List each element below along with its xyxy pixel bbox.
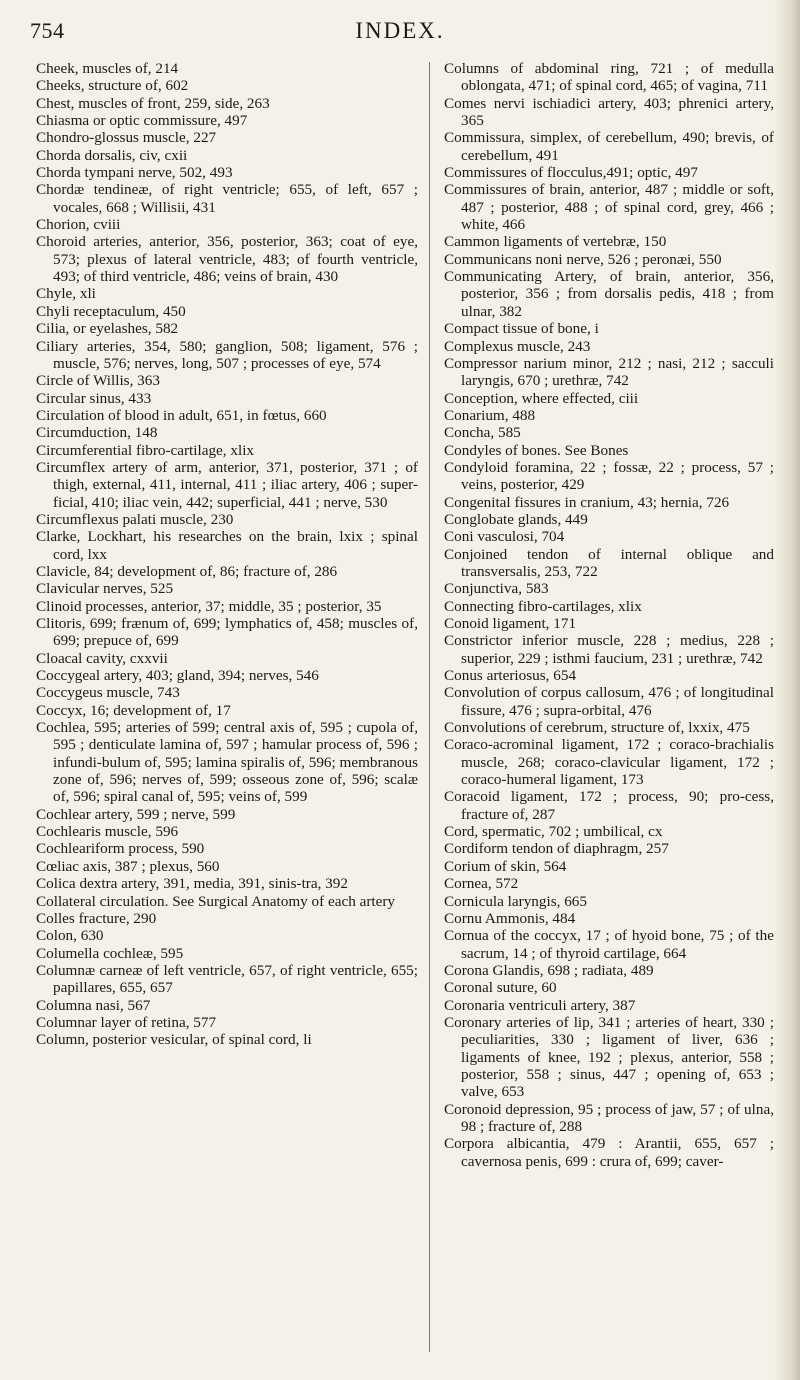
index-entry: Cheeks, structure of, 602 bbox=[36, 77, 189, 95]
index-entry: Chordæ tendineæ, of right ventricle; 655, of left, 657 ; vocales, 668 ; Willisii, 431 bbox=[36, 181, 418, 216]
index-entry: Circulation of blood in adult, 651, in fœtus, 660 bbox=[36, 406, 327, 424]
page-header bbox=[0, 18, 800, 52]
index-entry: Communicans noni nerve, 526 ; peronæi, 550 bbox=[444, 250, 722, 268]
index-entry: Cochleariform process, 590 bbox=[36, 840, 205, 858]
index-entry: Clarke, Lockhart, his researches on the brain, lxix ; spinal cord, lxx bbox=[36, 528, 418, 563]
index-entry: Compact tissue of bone, i bbox=[444, 320, 599, 338]
index-entry: Clitoris, 699; frænum of, 699; lymphatics of, 458; muscles of, 699; prepuce of, 699 bbox=[36, 615, 418, 650]
index-entry: Colles fracture, 290 bbox=[36, 909, 157, 927]
index-entry: Coccyx, 16; development of, 17 bbox=[36, 701, 231, 719]
index-entry: Cammon ligaments of vertebræ, 150 bbox=[444, 233, 667, 251]
index-entry: Communicating Artery, of brain, anterior, 356, posterior, 356 ; from dorsalis pedis, 418 ; from ulnar, 382 bbox=[444, 268, 774, 320]
index-entry: Coccygeus muscle, 743 bbox=[36, 684, 180, 702]
index-entry: Conception, where effected, ciii bbox=[444, 389, 639, 407]
index-entry: Coronaria ventriculi artery, 387 bbox=[444, 996, 636, 1014]
index-entry: Collateral circulation. See Surgical Anatomy of each artery bbox=[36, 892, 396, 910]
running-head: INDEX. bbox=[355, 18, 445, 43]
index-entry: Cord, spermatic, 702 ; umbilical, cx bbox=[444, 823, 663, 841]
index-entry: Cornea, 572 bbox=[444, 875, 519, 893]
index-entry: Cochlear artery, 599 ; nerve, 599 bbox=[36, 805, 236, 823]
index-entry: Circumflexus palati muscle, 230 bbox=[36, 510, 234, 528]
index-entry: Commissures of flocculus,491; optic, 497 bbox=[444, 164, 698, 182]
index-entry: Cornu Ammonis, 484 bbox=[444, 909, 576, 927]
index-entry: Concha, 585 bbox=[444, 424, 521, 442]
index-entry: Comes nervi ischiadici artery, 403; phrenici artery, 365 bbox=[444, 94, 774, 130]
index-entry: Commissures of brain, anterior, 487 ; middle or soft, 487 ; posterior, 488 ; of spinal cord, grey, 466 ; white, 466 bbox=[444, 181, 774, 234]
index-entry: Cochlea, 595; arteries of 599; central axis of, 595 ; cupola of, 595 ; denticulate lamina of, 597 ; hamular process of, 596 ; infundi-bulum of, 595; lamina spiralis of, 596; membranous zone of, 596; nerves of, 599; osseous zone of, 596; scalæ of, 596; spiral canal of, 595; veins of, 599 bbox=[36, 719, 418, 806]
index-entry: Condyloid foramina, 22 ; fossæ, 22 ; process, 57 ; veins, posterior, 429 bbox=[444, 458, 774, 494]
index-entry: Chorda tympani nerve, 502, 493 bbox=[36, 164, 233, 182]
index-entry: Cilia, or eyelashes, 582 bbox=[36, 320, 179, 338]
index-entry: Clinoid processes, anterior, 37; middle, 35 ; posterior, 35 bbox=[36, 597, 382, 615]
index-entry: Condyles of bones. See Bones bbox=[444, 441, 629, 459]
index-entry: Circumduction, 148 bbox=[36, 424, 158, 442]
index-entry: Coronal suture, 60 bbox=[444, 979, 557, 997]
index-entry: Chondro-glossus muscle, 227 bbox=[36, 129, 217, 147]
index-entry: Circle of Willis, 363 bbox=[36, 372, 160, 390]
index-column-left bbox=[36, 60, 418, 1049]
index-entry: Congenital fissures in cranium, 43; hernia, 726 bbox=[444, 493, 730, 511]
index-entry: Cœliac axis, 387 ; plexus, 560 bbox=[36, 857, 220, 875]
index-entry: Ciliary arteries, 354, 580; ganglion, 508; ligament, 576 ; muscle, 576; nerves, long, 507 ; processes of eye, 574 bbox=[36, 337, 418, 372]
index-entry: Columns of abdominal ring, 721 ; of medulla oblongata, 471; of spinal cord, 465; of vagina, 711 bbox=[444, 60, 774, 95]
index-entry: Chorion, cviii bbox=[36, 216, 121, 234]
index-entry: Corona Glandis, 698 ; radiata, 489 bbox=[444, 961, 654, 979]
index-entry: Cloacal cavity, cxxvii bbox=[36, 649, 168, 667]
index-entry: Circumferential fibro-cartilage, xlix bbox=[36, 441, 255, 459]
index-entry: Conjoined tendon of internal oblique and transversalis, 253, 722 bbox=[444, 545, 774, 580]
index-entry: Coni vasculosi, 704 bbox=[444, 528, 565, 546]
index-entry: Cornicula laryngis, 665 bbox=[444, 892, 587, 910]
index-entry: Columnar layer of retina, 577 bbox=[36, 1013, 217, 1031]
index-entry: Coronoid depression, 95 ; process of jaw, 57 ; of ulna, 98 ; fracture of, 288 bbox=[444, 1100, 774, 1135]
page-number: 754 bbox=[30, 18, 65, 43]
index-entry: Colon, 630 bbox=[36, 927, 104, 945]
index-entry: Coracoid ligament, 172 ; process, 90; pro-cess, fracture of, 287 bbox=[444, 788, 774, 823]
index-entry: Coccygeal artery, 403; gland, 394; nerves, 546 bbox=[36, 667, 319, 685]
index-entry: Corium of skin, 564 bbox=[444, 857, 567, 875]
index-entry: Cordiform tendon of diaphragm, 257 bbox=[444, 840, 669, 858]
index-entry: Connecting fibro-cartilages, xlix bbox=[444, 597, 642, 615]
index-entry: Conjunctiva, 583 bbox=[444, 580, 549, 598]
index-entry: Chyle, xli bbox=[36, 285, 96, 303]
index-entry: Columella cochleæ, 595 bbox=[36, 944, 184, 962]
column-divider bbox=[429, 62, 430, 1352]
index-entry: Conus arteriosus, 654 bbox=[444, 667, 577, 685]
index-entry: Columna nasi, 567 bbox=[36, 996, 151, 1014]
index-entry: Constrictor inferior muscle, 228 ; medius, 228 ; superior, 229 ; isthmi faucium, 231 ; urethræ, 742 bbox=[444, 632, 774, 667]
index-entry: Commissura, simplex, of cerebellum, 490; brevis, of cerebellum, 491 bbox=[444, 129, 774, 164]
index-entry: Coraco-acrominal ligament, 172 ; coraco-brachialis muscle, 268; coraco-clavicular ligament, 172 ; coraco-humeral ligament, 173 bbox=[444, 736, 774, 789]
index-entry: Cornua of the coccyx, 17 ; of hyoid bone, 75 ; of the sacrum, 14 ; of thyroid cartilage, 664 bbox=[444, 927, 774, 962]
index-entry: Cheek, muscles of, 214 bbox=[36, 60, 179, 77]
index-entry: Convolution of corpus callosum, 476 ; of longitudinal fissure, 476 ; supra-orbital, 476 bbox=[444, 684, 774, 719]
index-entry: Clavicular nerves, 525 bbox=[36, 580, 174, 598]
index-entry: Cochlearis muscle, 596 bbox=[36, 823, 179, 841]
index-column-right bbox=[444, 60, 774, 1170]
index-entry: Columnæ carneæ of left ventricle, 657, of right ventricle, 655; papillares, 655, 657 bbox=[36, 961, 418, 997]
index-entry: Conglobate glands, 449 bbox=[444, 510, 588, 528]
index-entry: Conarium, 488 bbox=[444, 406, 536, 424]
index-entry: Chyli receptaculum, 450 bbox=[36, 302, 186, 320]
page-edge-shadow bbox=[774, 0, 800, 1380]
index-entry: Choroid arteries, anterior, 356, posterior, 363; coat of eye, 573; plexus of lateral ventricle, 483; of fourth ventricle, 493; of third ventricle, 486; veins of brain, 430 bbox=[36, 233, 418, 286]
index-entry: Chest, muscles of front, 259, side, 263 bbox=[36, 94, 270, 112]
index-entry: Chiasma or optic commissure, 497 bbox=[36, 112, 248, 130]
index-entry: Chorda dorsalis, civ, cxii bbox=[36, 146, 188, 164]
index-entry: Compressor narium minor, 212 ; nasi, 212 ; sacculi laryngis, 670 ; urethræ, 742 bbox=[444, 354, 774, 390]
index-entry: Column, posterior vesicular, of spinal cord, li bbox=[36, 1031, 312, 1049]
index-entry: Corpora albicantia, 479 : Arantii, 655, 657 ; cavernosa penis, 699 : crura of, 699; caver- bbox=[444, 1135, 774, 1170]
index-entry: Circumflex artery of arm, anterior, 371, posterior, 371 ; of thigh, external, 411, internal, 411 ; iliac artery, 406 ; super-ficial, 410; iliac vein, 442; superficial, 441 ; nerve, 530 bbox=[36, 458, 418, 511]
index-entry: Clavicle, 84; development of, 86; fracture of, 286 bbox=[36, 562, 338, 580]
index-entry: Convolutions of cerebrum, structure of, lxxix, 475 bbox=[444, 719, 750, 737]
index-entry: Coronary arteries of lip, 341 ; arteries of heart, 330 ; peculiarities, 330 ; ligament of liver, 636 ; ligaments of knee, 192 ; plexus, anterior, 558 ; posterior, 558 ; sinus, 447 ; opening of, 653 ; valve, 653 bbox=[444, 1013, 774, 1101]
index-entry: Complexus muscle, 243 bbox=[444, 337, 591, 355]
index-entry: Circular sinus, 433 bbox=[36, 389, 152, 407]
index-entry: Colica dextra artery, 391, media, 391, sinis-tra, 392 bbox=[36, 875, 348, 893]
index-entry: Conoid ligament, 171 bbox=[444, 615, 577, 632]
